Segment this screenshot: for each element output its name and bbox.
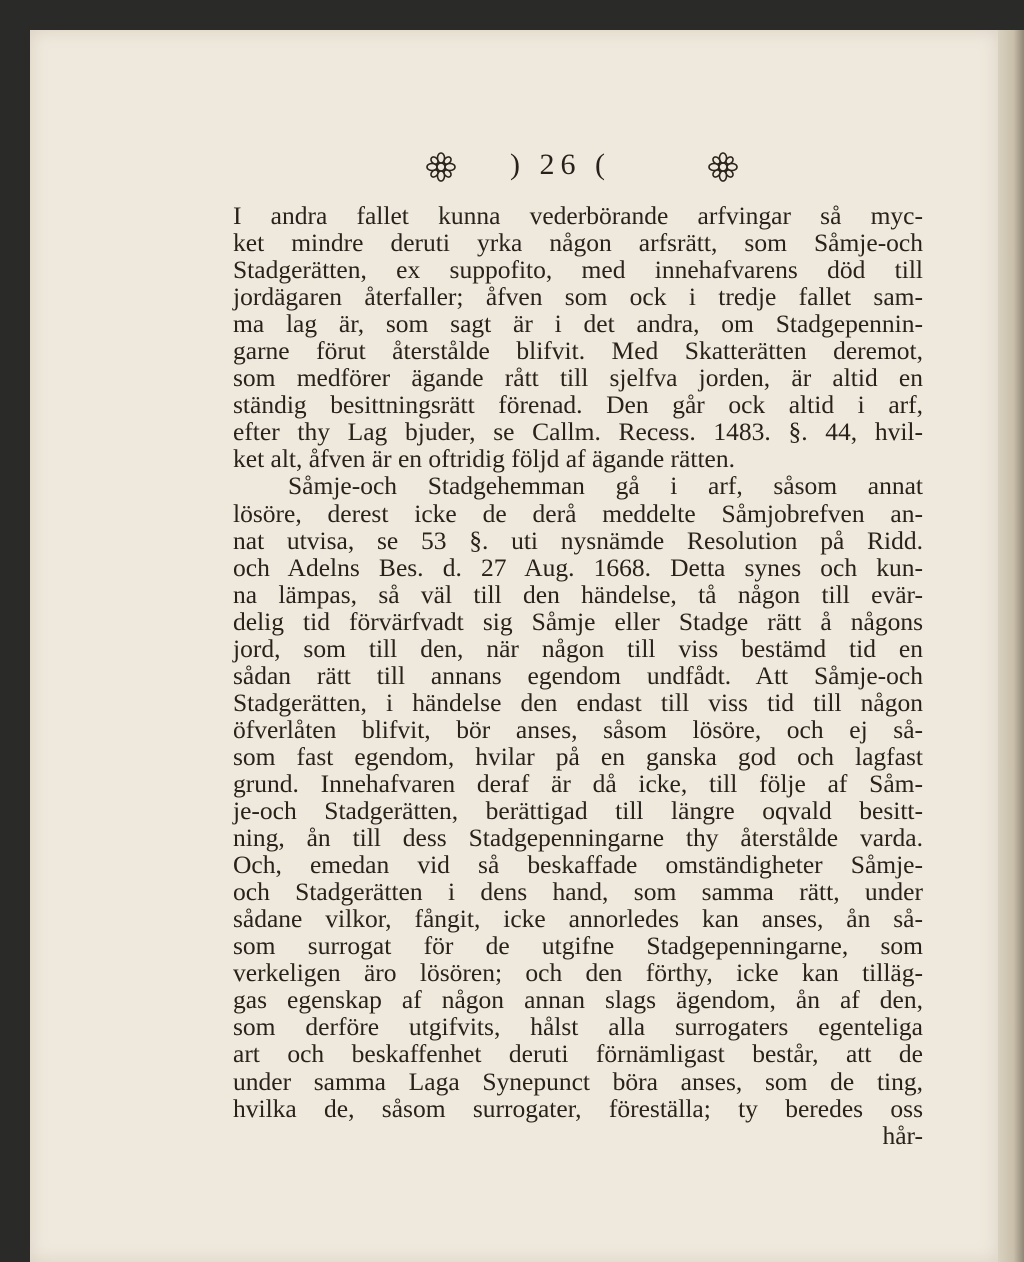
text-line: under samma Laga Synepunct böra anses, som de ting, [233,1066,923,1096]
flower-ornament-icon [708,152,738,182]
next-page-edge [998,30,1024,1262]
catchword: hår- [882,1120,923,1150]
text-line: jord, som till den, när någon till viss bestämd tid en [233,633,923,663]
text-line: som surrogat för de utgifne Stadgepenningarne, som [233,931,923,961]
page-number: ) 26 ( [510,148,611,181]
text-line: hvilka de, såsom surrogater, föreställa; ty beredes oss [233,1093,923,1123]
text-line: Och, emedan vid så beskaffade omständigheter Såmje- [233,850,923,880]
text-line: och Stadgerätten i dens hand, som samma rätt, under [233,877,923,907]
text-line: Stadgerätten, i händelse den endast till viss tid till någon [233,687,923,717]
body-text [233,202,923,1149]
book-page [30,30,998,1262]
text-line: och Adelns Bes. d. 27 Aug. 1668. Detta synes och kun- [233,552,923,582]
text-line: ständig besittningsrätt förenad. Den går ock altid i arf, [233,390,923,420]
text-line: garne förut återstålde blifvit. Med Skatterätten deremot, [233,336,923,366]
text-line: delig tid förvärfvadt sig Såmje eller Stadge rätt å någons [233,606,923,636]
text-line: Såmje-och Stadgehemman gå i arf, såsom annat [288,471,923,501]
text-line: art och beskaffenhet deruti förnämligast består, att de [233,1039,923,1069]
text-line: verkeligen äro lösören; och den förthy, icke kan tilläg- [233,958,923,988]
text-line: lösöre, derest icke de derå meddelte Såmjobrefven an- [233,498,923,528]
text-line: gas egenskap af någon annan slags ägendom, ån af den, [233,985,923,1015]
text-line: I andra fallet kunna vederbörande arfvingar så myc- [233,201,923,230]
text-line: som medförer ägande rått till sjelfva jorden, är altid en [233,363,923,393]
text-line: nat utvisa, se 53 §. uti nysnämde Resolution på Ridd. [233,525,923,555]
text-line: ning, ån till dess Stadgepenningarne thy återstålde varda. [233,823,923,853]
text-line: som derföre utgifvits, hålst alla surrogaters egenteliga [233,1012,923,1042]
text-line: sådane vilkor, fångit, icke annorledes kan anses, ån så- [233,904,923,934]
text-line: efter thy Lag bjuder, se Callm. Recess. 1483. §. 44, hvil- [233,417,923,447]
text-line: sådan rätt till annans egendom undfådt. Att Såmje-och [233,660,923,690]
text-line: Stadgerätten, ex suppofito, med innehafvarens död till [233,255,923,285]
flower-ornament-icon [426,152,456,182]
text-line: na lämpas, så väl till den händelse, tå någon till evär- [233,579,923,609]
text-line: ket alt, åfven är en oftridig följd af ägande rätten. [233,444,735,474]
page-header [30,148,998,188]
text-line: je-och Stadgerätten, berättigad till längre oqvald besitt- [233,796,923,826]
text-line: ket mindre deruti yrka någon arfsrätt, som Såmje-och [233,228,923,258]
text-line: öfverlåten blifvit, bör anses, såsom lösöre, och ej så- [233,714,923,744]
text-line: grund. Innehafvaren deraf är då icke, till följe af Såm- [233,768,923,798]
text-line: jordägaren återfaller; åfven som ock i tredje fallet sam- [233,282,923,312]
text-line: som fast egendom, hvilar på en ganska god och lagfast [233,741,923,771]
text-line: ma lag är, som sagt är i det andra, om Stadgepennin- [233,309,923,339]
